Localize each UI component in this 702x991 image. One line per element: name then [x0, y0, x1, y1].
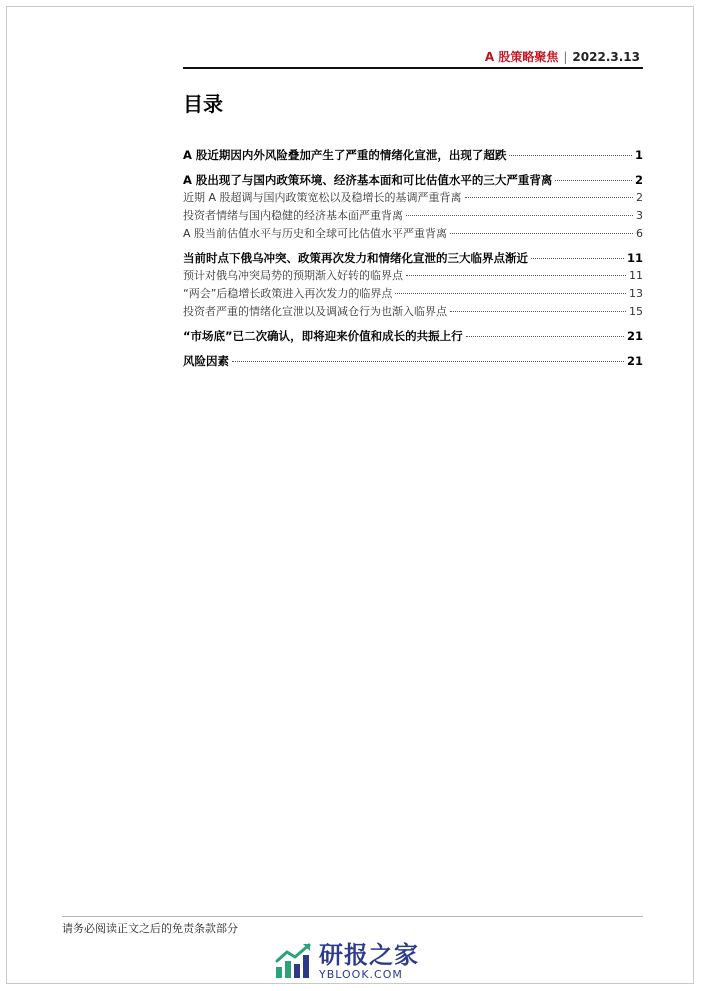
- toc-entry-text: 投资者严重的情绪化宣泄以及调减仓行为也渐入临界点: [183, 305, 447, 318]
- toc-entry[interactable]: [183, 267, 643, 285]
- toc-entry[interactable]: [183, 285, 643, 303]
- toc-entry[interactable]: [183, 207, 643, 225]
- toc-entry-page: 2: [634, 173, 643, 187]
- page-header: [485, 50, 640, 64]
- header-separator: |: [563, 50, 568, 64]
- toc-leader-dots: [531, 258, 624, 259]
- watermark-url: YBLOOK.COM: [319, 967, 403, 981]
- header-rule: [183, 67, 643, 69]
- chart-logo-icon: [273, 941, 313, 981]
- toc-entry-page: 2: [636, 191, 643, 204]
- toc-entry-text: A 股当前估值水平与历史和全球可比估值水平严重背离: [183, 227, 448, 240]
- toc-entry[interactable]: [183, 225, 643, 243]
- toc-leader-dots: [406, 215, 633, 216]
- toc-entry-page: 15: [629, 305, 643, 318]
- toc-entry-text: “两会”后稳增长政策进入再次发力的临界点: [183, 287, 393, 300]
- toc-entry[interactable]: [183, 352, 643, 370]
- toc-entry-text: 当前时点下俄乌冲突、政策再次发力和情绪化宣泄的三大临界点渐近: [183, 251, 528, 265]
- toc-title: 目录: [183, 92, 223, 116]
- disclaimer-note: 请务必阅读正文之后的免责条款部分: [62, 922, 238, 935]
- toc-leader-dots: [450, 311, 626, 312]
- toc-leader-dots: [395, 293, 626, 294]
- toc-entry-page: 11: [629, 269, 643, 282]
- toc-entry[interactable]: [183, 327, 643, 345]
- toc-entry-text: “市场底”已二次确认，即将迎来价值和成长的共振上行: [183, 329, 463, 343]
- toc-leader-dots: [450, 233, 633, 234]
- toc-entry[interactable]: [183, 189, 643, 207]
- watermark: [273, 940, 419, 982]
- toc-leader-dots: [465, 197, 633, 198]
- toc-entry-text: 风险因素: [183, 354, 229, 368]
- toc-entry-page: 1: [634, 148, 643, 162]
- toc-leader-dots: [466, 336, 624, 337]
- toc-entry[interactable]: [183, 303, 643, 321]
- toc-entry[interactable]: [183, 146, 643, 164]
- watermark-name: 研报之家: [319, 940, 419, 969]
- toc-entry[interactable]: [183, 171, 643, 189]
- toc-entry[interactable]: [183, 249, 643, 267]
- toc-entry-text: 预计对俄乌冲突局势的预期渐入好转的临界点: [183, 269, 403, 282]
- toc-entry-text: 近期 A 股超调与国内政策宽松以及稳增长的基调严重背离: [183, 191, 462, 204]
- toc-entry-text: A 股出现了与国内政策环境、经济基本面和可比估值水平的三大严重背离: [183, 173, 553, 187]
- toc-entry-page: 3: [636, 209, 643, 222]
- toc-leader-dots: [232, 361, 624, 362]
- toc-entry-page: 13: [629, 287, 643, 300]
- report-date: 2022.3.13: [572, 50, 640, 64]
- watermark-text: [319, 942, 419, 981]
- toc-entry-text: A 股近期因内外风险叠加产生了严重的情绪化宣泄，出现了超跌: [183, 148, 507, 162]
- toc-entry-page: 11: [626, 251, 643, 265]
- toc-entry-page: 21: [626, 329, 643, 343]
- toc-entry-page: 6: [636, 227, 643, 240]
- toc-leader-dots: [509, 155, 632, 156]
- footer-rule: [62, 916, 643, 917]
- table-of-contents: [183, 146, 643, 370]
- report-series: A 股策略聚焦: [484, 50, 559, 64]
- toc-leader-dots: [406, 275, 626, 276]
- toc-entry-page: 21: [626, 354, 643, 368]
- toc-leader-dots: [555, 180, 632, 181]
- toc-entry-text: 投资者情绪与国内稳健的经济基本面严重背离: [183, 209, 403, 222]
